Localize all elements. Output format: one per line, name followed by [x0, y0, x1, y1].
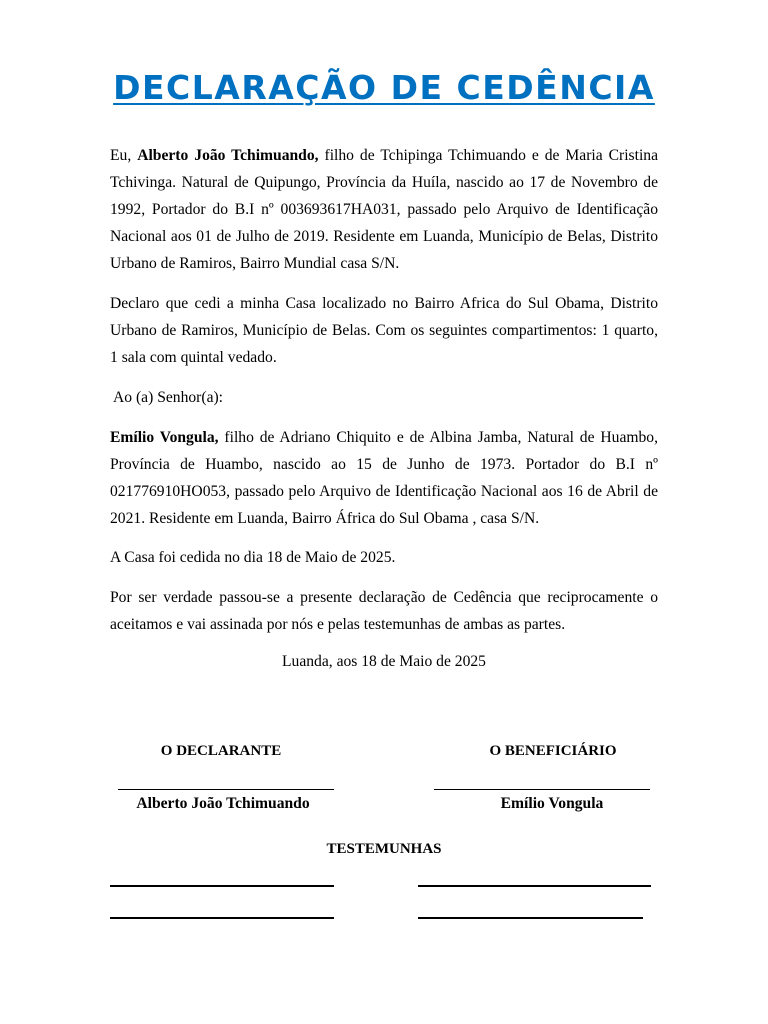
- witness-line-1: [110, 885, 334, 887]
- declarant-prefix: Eu,: [110, 147, 138, 164]
- beneficiary-details: filho de Adriano Chiquito e de Albina Jamba, Natural de Huambo, Província de Huambo, nascido ao 15 de Junho de 1973. Portador do B.I nº 021776910HO053, passado pelo Arquivo de Identificação Nacional aos 16 de Abril de 2021. Residente em Luanda, Bairro África do Sul Obama , casa S/N.: [110, 429, 658, 527]
- declarant-label: O DECLARANTE: [160, 743, 282, 759]
- beneficiary-signature-line: [434, 789, 650, 790]
- declarant-details: filho de Tchipinga Tchimuando e de Maria Cristina Tchivinga. Natural de Quipungo, Província da Huíla, nascido ao 17 de Novembro de 1992, Portador do B.I nº 003693617HA031, passado pelo Arquivo de Identificação Nacional aos 01 de Julho de 2019. Residente em Luanda, Município de Belas, Distrito Urbano de Ramiros, Bairro Mundial casa S/N.: [110, 147, 659, 272]
- declarant-paragraph: [110, 142, 658, 277]
- witness-line-2: [418, 885, 651, 887]
- house-description: Declaro que cedi a minha Casa localizado no Bairro Africa do Sul Obama, Distrito Urbano de Ramiros, Município de Belas. Com os seguintes compartimentos: 1 quarto, 1 sala com quintal vedado.: [110, 295, 658, 366]
- closing-paragraph: [110, 584, 658, 638]
- ceded-date-paragraph: [110, 544, 658, 571]
- witness-line-3: [110, 917, 334, 919]
- beneficiary-signature-name: Emílio Vongula: [500, 795, 604, 812]
- ceded-date-text: A Casa foi cedida no dia 18 de Maio de 2025.: [110, 549, 396, 566]
- document-title: DECLARAÇÃO DE CEDÊNCIA: [113, 68, 655, 107]
- recipient-intro: [110, 384, 658, 411]
- declarant-signature-line: [118, 789, 334, 790]
- beneficiary-label: O BENEFICIÁRIO: [489, 743, 617, 759]
- house-paragraph: [110, 290, 658, 371]
- recipient-intro-text: Ao (a) Senhor(a):: [110, 389, 224, 406]
- beneficiary-paragraph: [110, 424, 658, 532]
- beneficiary-name: Emílio Vongula,: [110, 429, 219, 446]
- declarant-name: Alberto João Tchimuando,: [137, 147, 319, 164]
- place-date-line: Luanda, aos 18 de Maio de 2025: [282, 653, 486, 670]
- witness-line-4: [418, 917, 643, 919]
- closing-text: Por ser verdade passou-se a presente declaração de Cedência que reciprocamente o aceitamos e vai assinada por nós e pelas testemunhas de ambas as partes.: [110, 589, 658, 633]
- witnesses-heading: TESTEMUNHAS: [326, 841, 442, 857]
- declarant-signature-name: Alberto João Tchimuando: [136, 795, 310, 812]
